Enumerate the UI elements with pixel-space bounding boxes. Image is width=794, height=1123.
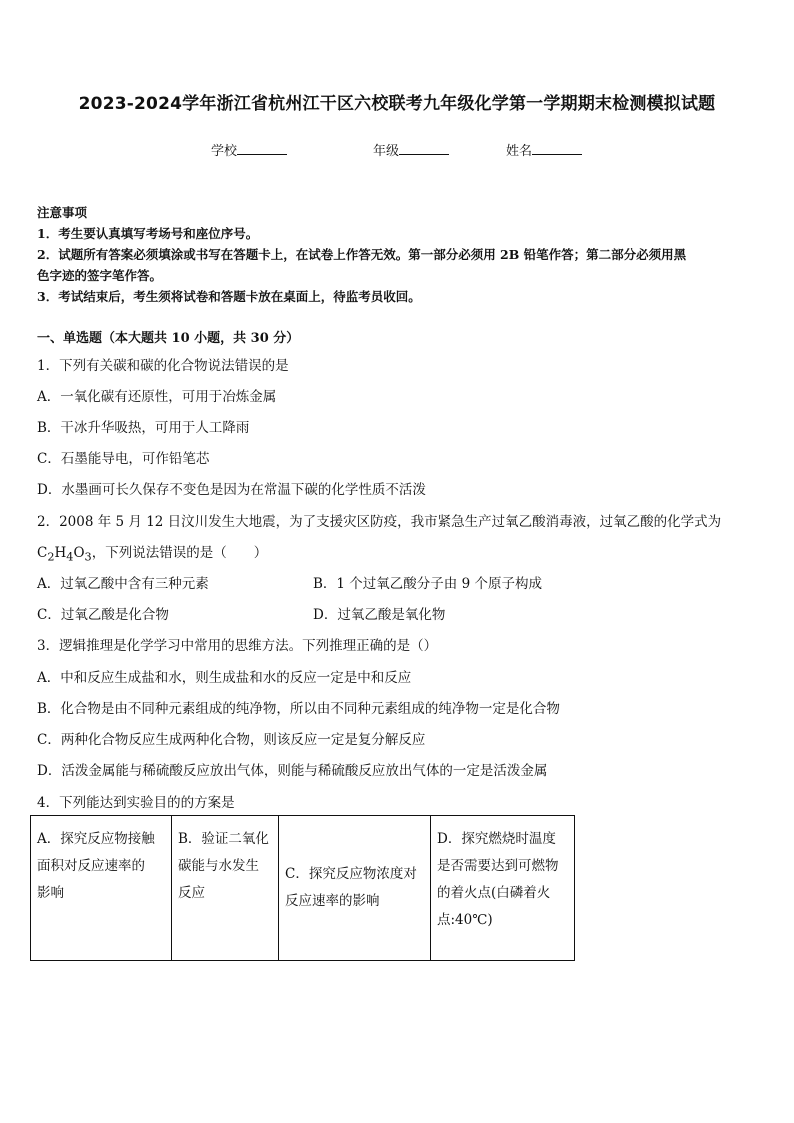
name-field[interactable] bbox=[506, 140, 582, 159]
note-item: 2．试题所有答案必须填涂或书写在答题卡上，在试卷上作答无效。第一部分必须用 2B 铅笔作答；第二部分必须用黑 bbox=[37, 247, 687, 262]
q2-option-d[interactable]: D．过氧乙酸是氧化物 bbox=[313, 607, 446, 623]
q4-option-d[interactable]: D．探究燃烧时温度 是否需要达到可燃物 的着火点(白磷着火 点:40℃) bbox=[431, 816, 575, 961]
grade-field[interactable] bbox=[373, 140, 449, 159]
q4-option-a[interactable]: A．探究反应物接触 面积对反应速率的 影响 bbox=[31, 816, 172, 961]
q2-option-c[interactable]: C．过氧乙酸是化合物 bbox=[37, 607, 169, 623]
grade-label: 年级 bbox=[373, 144, 400, 159]
grade-blank[interactable] bbox=[399, 142, 449, 155]
q2-option-a[interactable]: A．过氧乙酸中含有三种元素 bbox=[37, 576, 209, 592]
q3-stem: 3．逻辑推理是化学学习中常用的思维方法。下列推理正确的是（） bbox=[37, 638, 438, 654]
page-title: 2023-2024学年浙江省杭州江干区六校联考九年级化学第一学期期末检测模拟试题 bbox=[78, 94, 716, 114]
q1-stem: 1．下列有关碳和碳的化合物说法错误的是 bbox=[37, 358, 289, 374]
school-blank[interactable] bbox=[237, 142, 287, 155]
q3-option-b[interactable]: B．化合物是由不同种元素组成的纯净物，所以由不同种元素组成的纯净物一定是化合物 bbox=[37, 701, 560, 717]
chemical-formula: $C_2H_4O_3$ bbox=[37, 545, 92, 564]
note-item: 1．考生要认真填写考场号和座位序号。 bbox=[37, 226, 259, 241]
q1-option-d[interactable]: D．水墨画可长久保存不变色是因为在常温下碳的化学性质不活泼 bbox=[37, 482, 426, 498]
q1-option-a[interactable]: A．一氧化碳有还原性，可用于冶炼金属 bbox=[37, 389, 277, 405]
name-label: 姓名 bbox=[506, 144, 533, 159]
name-blank[interactable] bbox=[532, 142, 582, 155]
q1-option-c[interactable]: C．石墨能导电，可作铅笔芯 bbox=[37, 451, 210, 467]
q3-option-a[interactable]: A．中和反应生成盐和水，则生成盐和水的反应一定是中和反应 bbox=[37, 670, 412, 686]
exam-notes bbox=[37, 202, 767, 307]
notes-heading: 注意事项 bbox=[37, 205, 88, 220]
school-label: 学校 bbox=[211, 144, 238, 159]
q4-options-table bbox=[30, 815, 575, 961]
q3-option-c[interactable]: C．两种化合物反应生成两种化合物，则该反应一定是复分解反应 bbox=[37, 732, 426, 748]
q2-stem-line2: $C_2H_4O_3$，下列说法错误的是（ ） bbox=[37, 545, 268, 564]
q1-option-b[interactable]: B．干冰升华吸热，可用于人工降雨 bbox=[37, 420, 250, 436]
q4-option-b[interactable]: B．验证二氧化 碳能与水发生 反应 bbox=[172, 816, 279, 961]
section-heading: 一、单选题（本大题共 10 小题，共 30 分） bbox=[37, 331, 300, 346]
q2-option-b[interactable]: B．1 个过氧乙酸分子由 9 个原子构成 bbox=[313, 576, 542, 592]
q2-stem-line1: 2．2008 年 5 月 12 日汶川发生大地震，为了支援灾区防疫，我市紧急生产过氧乙酸消毒液，过氧乙酸的化学式为 bbox=[37, 514, 722, 530]
note-item: 色字迹的签字笔作答。 bbox=[37, 268, 163, 283]
q4-option-c[interactable]: C．探究反应物浓度对 反应速率的影响 bbox=[279, 816, 431, 961]
school-field[interactable] bbox=[211, 140, 287, 159]
note-item: 3．考试结束后，考生须将试卷和答题卡放在桌面上，待监考员收回。 bbox=[37, 289, 421, 304]
q4-stem: 4．下列能达到实验目的的方案是 bbox=[37, 795, 235, 811]
q3-option-d[interactable]: D．活泼金属能与稀硫酸反应放出气体，则能与稀硫酸反应放出气体的一定是活泼金属 bbox=[37, 763, 548, 779]
